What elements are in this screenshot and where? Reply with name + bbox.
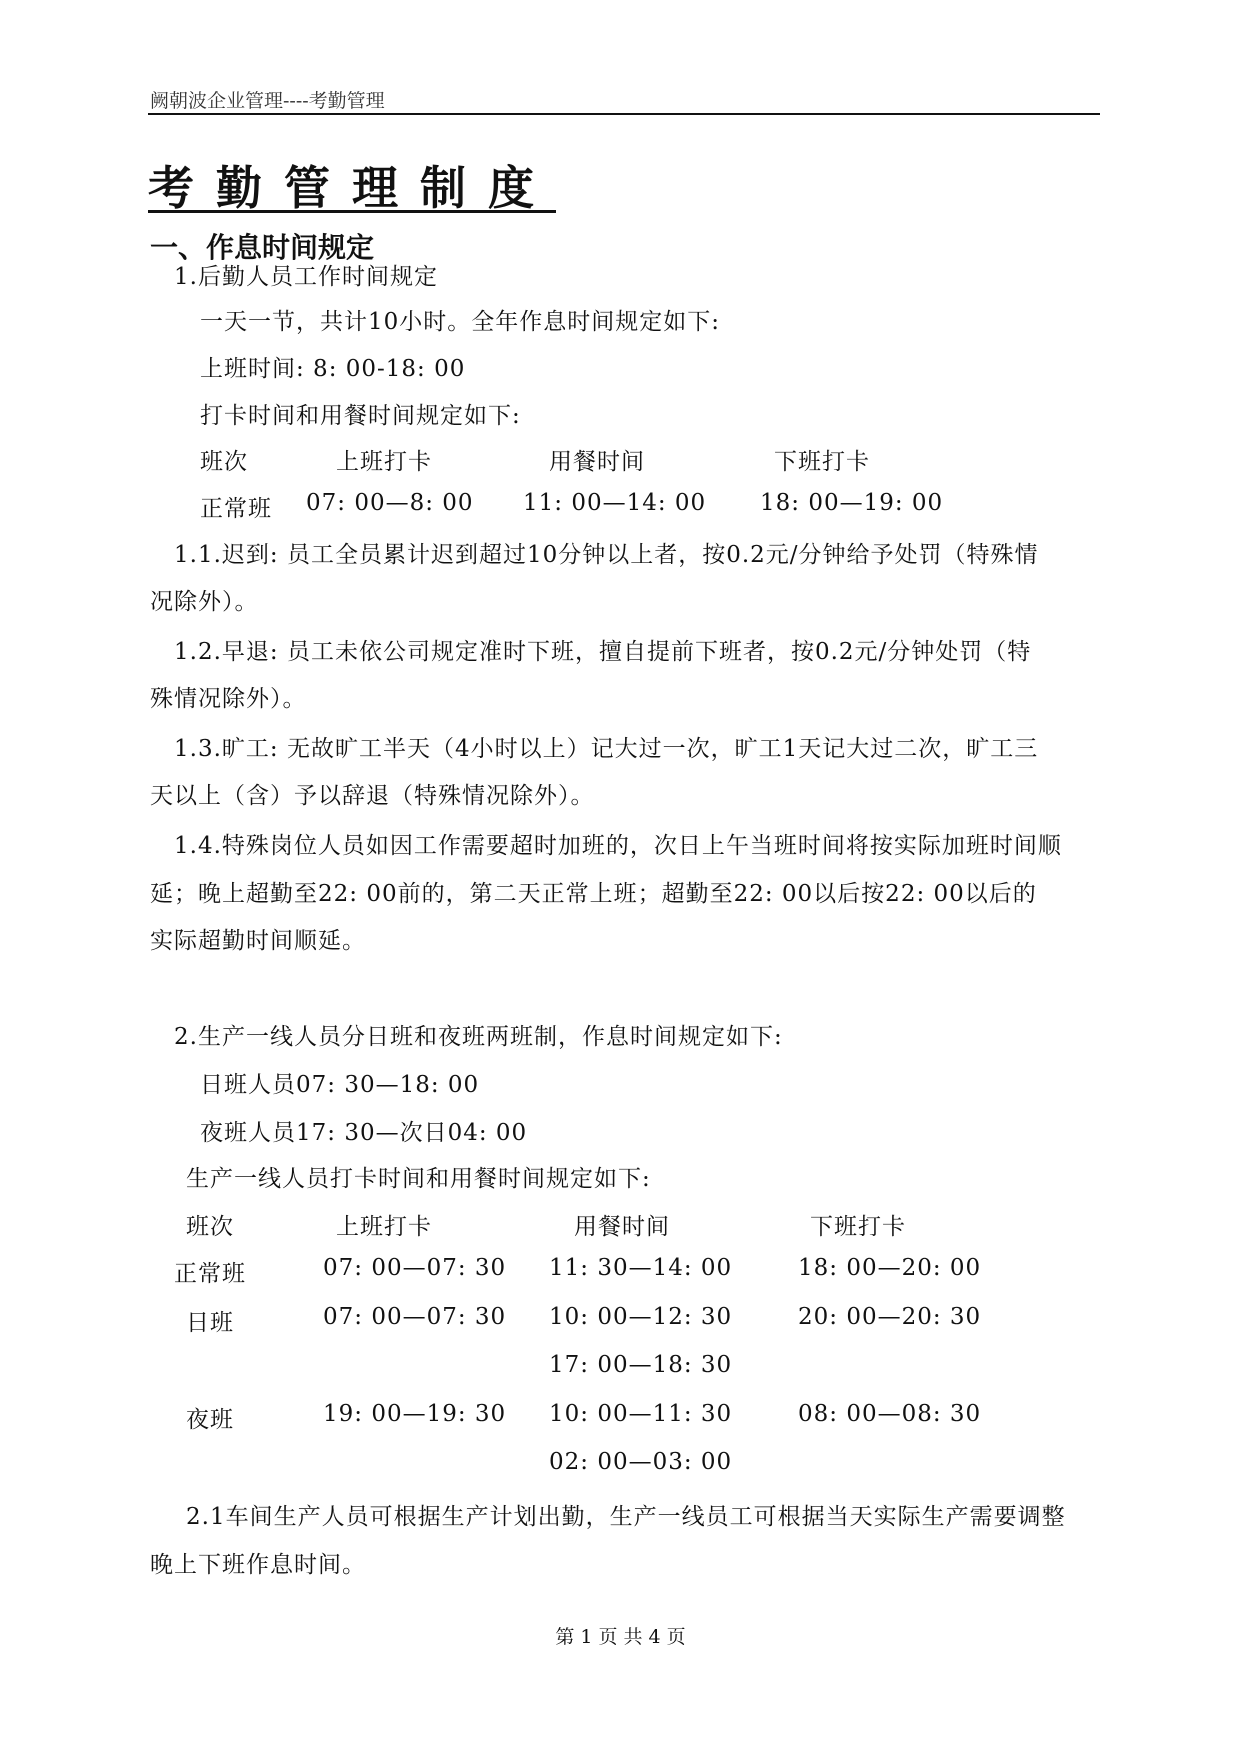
production-row-4-shift: 夜班 <box>186 1407 234 1433</box>
production-row-2-shift: 日班 <box>186 1310 234 1336</box>
production-row-4-meal: 10: 00—11: 30 <box>549 1401 733 1427</box>
logistics-clock-intro: 打卡时间和用餐时间规定如下: <box>200 403 521 429</box>
production-note-line-1: 2.1车间生产人员可根据生产计划出勤，生产一线员工可根据当天实际生产需要调整 <box>186 1504 1066 1530</box>
production-row-5-meal: 02: 00—03: 00 <box>549 1449 733 1475</box>
production-row-1-clock-out: 18: 00—20: 00 <box>798 1255 982 1281</box>
logistics-table-cell-shift: 正常班 <box>200 496 272 522</box>
production-night-shift: 夜班人员17: 30—次日04: 00 <box>200 1120 528 1146</box>
rule-1-3-line-1: 1.3.旷工: 无故旷工半天（4小时以上）记大过一次，旷工1天记大过二次，旷工三 <box>174 736 1039 762</box>
logistics-table-cell-clock-out: 18: 00—19: 00 <box>760 490 944 516</box>
production-row-2-clock-in: 07: 00—07: 30 <box>323 1304 507 1330</box>
production-row-1-meal: 11: 30—14: 00 <box>549 1255 733 1281</box>
logistics-work-hours: 上班时间: 8: 00-18: 00 <box>200 356 466 382</box>
rule-1-4-line-2: 延；晚上超勤至22: 00前的，第二天正常上班；超勤至22: 00以后按22: 00以后的 <box>150 881 1037 907</box>
rule-1-1-line-2: 况除外）。 <box>150 589 259 615</box>
production-heading: 2.生产一线人员分日班和夜班两班制，作息时间规定如下: <box>174 1024 783 1050</box>
rule-1-3-line-2: 天以上（含）予以辞退（特殊情况除外）。 <box>150 783 595 809</box>
production-row-4-clock-in: 19: 00—19: 30 <box>323 1401 507 1427</box>
production-table-header-shift: 班次 <box>186 1214 234 1240</box>
logistics-table-header-clock-out: 下班打卡 <box>774 449 870 475</box>
production-day-shift: 日班人员07: 30—18: 00 <box>200 1072 480 1098</box>
production-row-1-clock-in: 07: 00—07: 30 <box>323 1255 507 1281</box>
production-row-2-meal: 10: 00—12: 30 <box>549 1304 733 1330</box>
logistics-intro: 一天一节，共计10小时。全年作息时间规定如下: <box>200 309 721 335</box>
rule-1-2-line-1: 1.2.早退: 员工未依公司规定准时下班，擅自提前下班者，按0.2元/分钟处罚（特 <box>174 639 1032 665</box>
section-heading-1: 一、作息时间规定 <box>150 231 375 264</box>
logistics-table-cell-meal: 11: 00—14: 00 <box>523 490 707 516</box>
production-row-1-shift: 正常班 <box>174 1261 246 1287</box>
production-clock-intro: 生产一线人员打卡时间和用餐时间规定如下: <box>186 1166 651 1192</box>
production-row-4-clock-out: 08: 00—08: 30 <box>798 1401 982 1427</box>
production-row-2-clock-out: 20: 00—20: 30 <box>798 1304 982 1330</box>
rule-1-4-line-3: 实际超勤时间顺延。 <box>150 928 366 954</box>
production-table-header-clock-in: 上班打卡 <box>336 1214 432 1240</box>
production-table-header-meal: 用餐时间 <box>574 1214 670 1240</box>
production-row-3-meal: 17: 00—18: 30 <box>549 1352 733 1378</box>
logistics-table-cell-clock-in: 07: 00—8: 00 <box>306 490 474 516</box>
production-table-header-clock-out: 下班打卡 <box>810 1214 906 1240</box>
rule-1-4-line-1: 1.4.特殊岗位人员如因工作需要超时加班的，次日上午当班时间将按实际加班时间顺 <box>174 833 1062 859</box>
rule-1-1-line-1: 1.1.迟到: 员工全员累计迟到超过10分钟以上者，按0.2元/分钟给予处罚（特殊情 <box>174 542 1039 568</box>
page-header: 阙朝波企业管理----考勤管理 <box>150 90 385 112</box>
production-note-line-2: 晚上下班作息时间。 <box>150 1552 366 1578</box>
header-divider <box>148 113 1100 115</box>
logistics-table-header-clock-in: 上班打卡 <box>336 449 432 475</box>
page-footer: 第 1 页 共 4 页 <box>555 1626 686 1648</box>
rule-1-2-line-2: 殊情况除外）。 <box>150 686 307 712</box>
logistics-heading: 1.后勤人员工作时间规定 <box>174 264 438 290</box>
logistics-table-header-meal: 用餐时间 <box>549 449 645 475</box>
document-title: 考勤管理制度 <box>148 161 556 215</box>
logistics-table-header-shift: 班次 <box>200 449 248 475</box>
